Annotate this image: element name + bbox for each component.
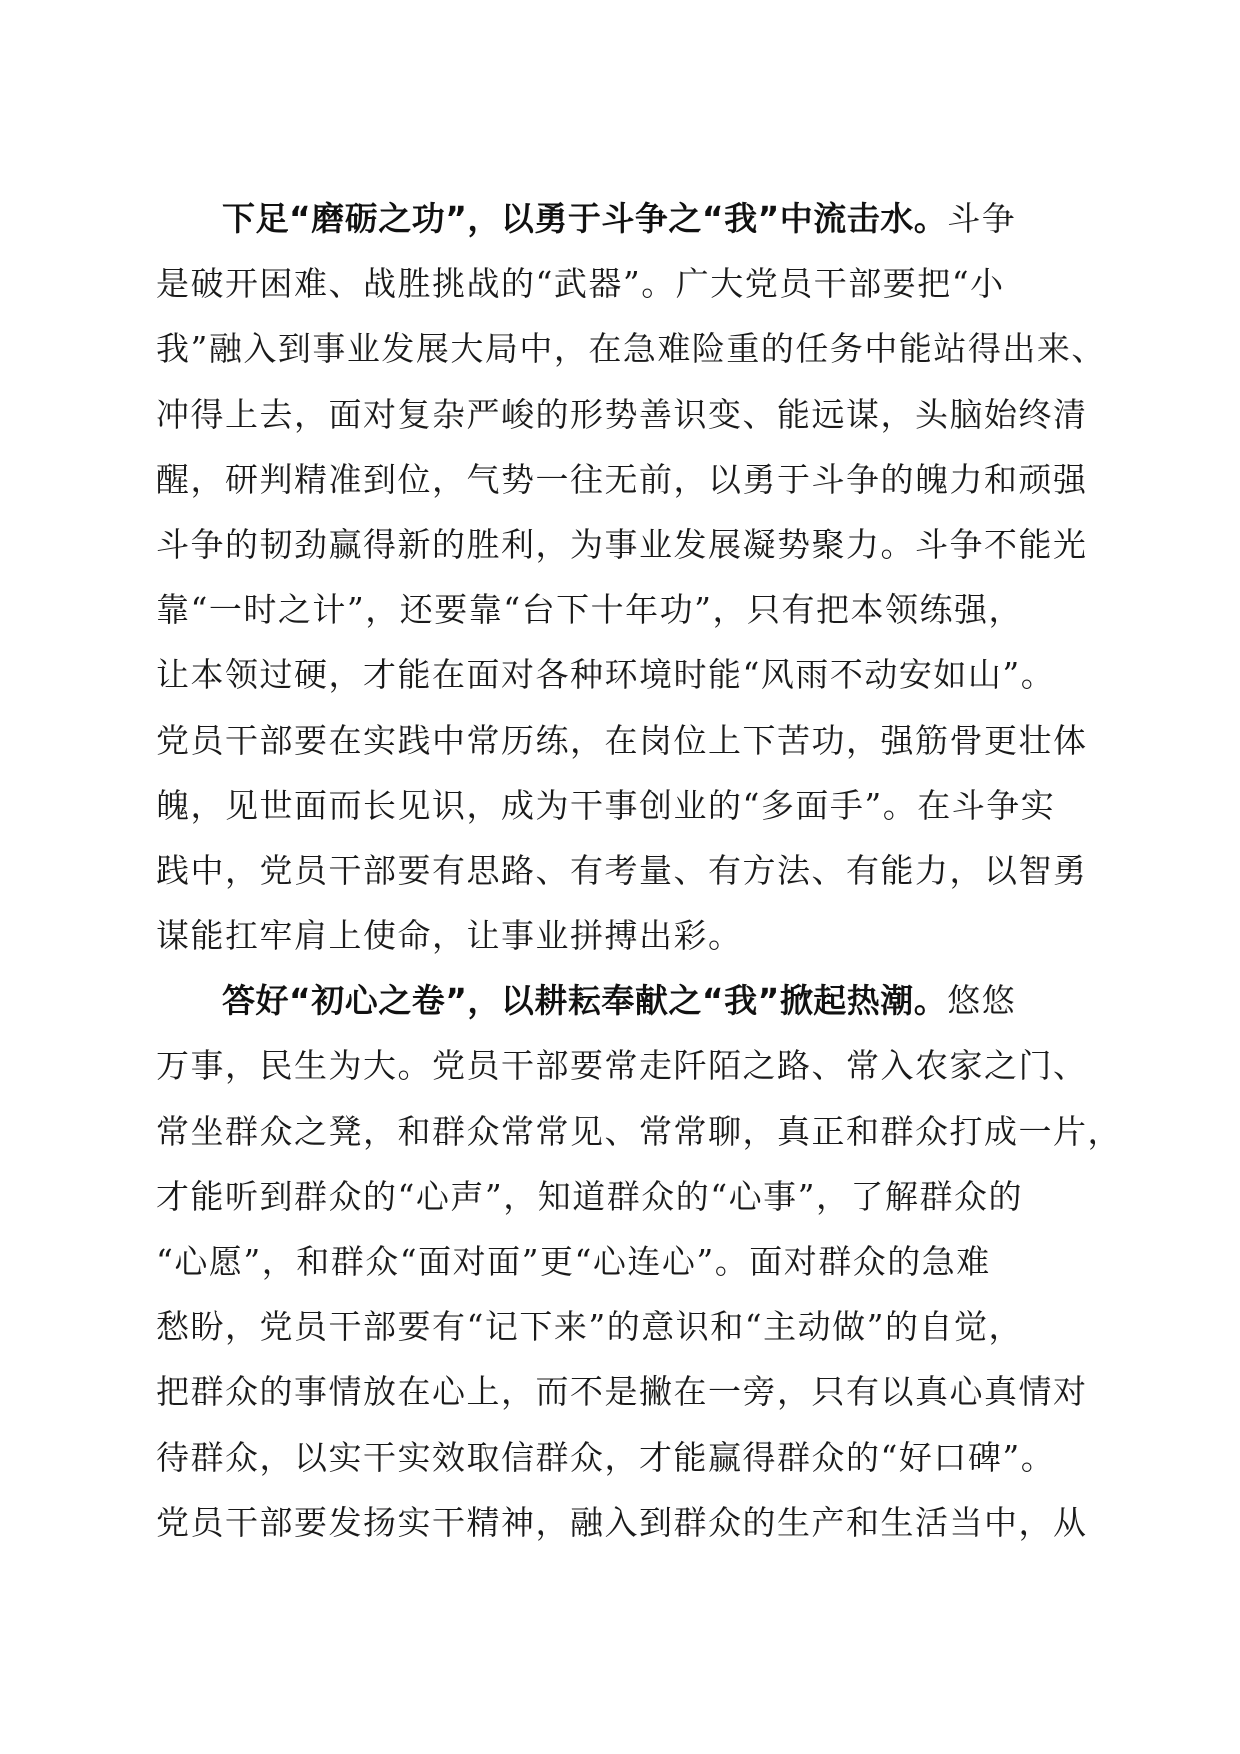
text-line: 斗争的韧劲赢得新的胜利，为事业发展凝势聚力。斗争不能光 <box>156 524 1088 564</box>
text-line: “心愿”，和群众“面对面”更“心连心”。面对群众的急难 <box>156 1242 991 1281</box>
paragraph-2 <box>156 968 1122 1555</box>
document-body <box>156 186 1122 1555</box>
text-line: 谋能扛牢肩上使命，让事业拼搏出彩。 <box>156 916 743 956</box>
text-line: 魄，见世面而长见识，成为干事创业的“多面手”。在斗争实 <box>156 785 1056 825</box>
paragraph-heading: 答好“初心之卷”，以耕耘奉献之“我”掀起热潮。 <box>222 981 948 1021</box>
text-line: 让本领过硬，才能在面对各种环境时能“风雨不动安如山”。 <box>156 655 1056 695</box>
text-line: 醒，研判精准到位，气势一往无前，以勇于斗争的魄力和顽强 <box>156 459 1088 499</box>
text-line: 党员干部要发扬实干精神，融入到群众的生产和生活当中，从 <box>156 1502 1088 1542</box>
text-line: 把群众的事情放在心上，而不是撇在一旁，只有以真心真情对 <box>156 1372 1088 1412</box>
text-line: 才能听到群众的“心声”，知道群众的“心事”，了解群众的 <box>156 1176 1023 1216</box>
text-line: 待群众，以实干实效取信群众，才能赢得群众的“好口碑”。 <box>156 1437 1056 1477</box>
paragraph-heading: 下足“磨砺之功”，以勇于斗争之“我”中流击水。 <box>222 199 948 238</box>
text-line: 是破开困难、战胜挑战的“武器”。广大党员干部要把“小 <box>156 264 1005 304</box>
paragraph-1 <box>156 186 1106 968</box>
text-line: 我”融入到事业发展大局中，在急难险重的任务中能站得出来、 <box>156 329 1106 369</box>
text-line: 常坐群众之凳，和群众常常见、常常聊，真正和群众打成一片， <box>156 1111 1122 1151</box>
text-line: 万事，民生为大。党员干部要常走阡陌之路、常入农家之门、 <box>156 1046 1088 1086</box>
paragraph-lead-text: 斗争 <box>947 199 1017 238</box>
paragraph-first-line <box>156 186 1086 251</box>
text-line: 党员干部要在实践中常历练，在岗位上下苦功，强筋骨更壮体 <box>156 720 1088 760</box>
paragraph-first-line <box>156 968 1086 1033</box>
text-line: 践中，党员干部要有思路、有考量、有方法、有能力，以智勇 <box>156 850 1088 890</box>
text-line: 靠“一时之计”，还要靠“台下十年功”，只有把本领练强， <box>156 590 1023 630</box>
text-line: 愁盼，党员干部要有“记下来”的意识和“主动做”的自觉， <box>156 1307 1023 1347</box>
paragraph-lead-text: 悠悠 <box>947 981 1017 1021</box>
text-line: 冲得上去，面对复杂严峻的形势善识变、能远谋，头脑始终清 <box>156 394 1088 434</box>
